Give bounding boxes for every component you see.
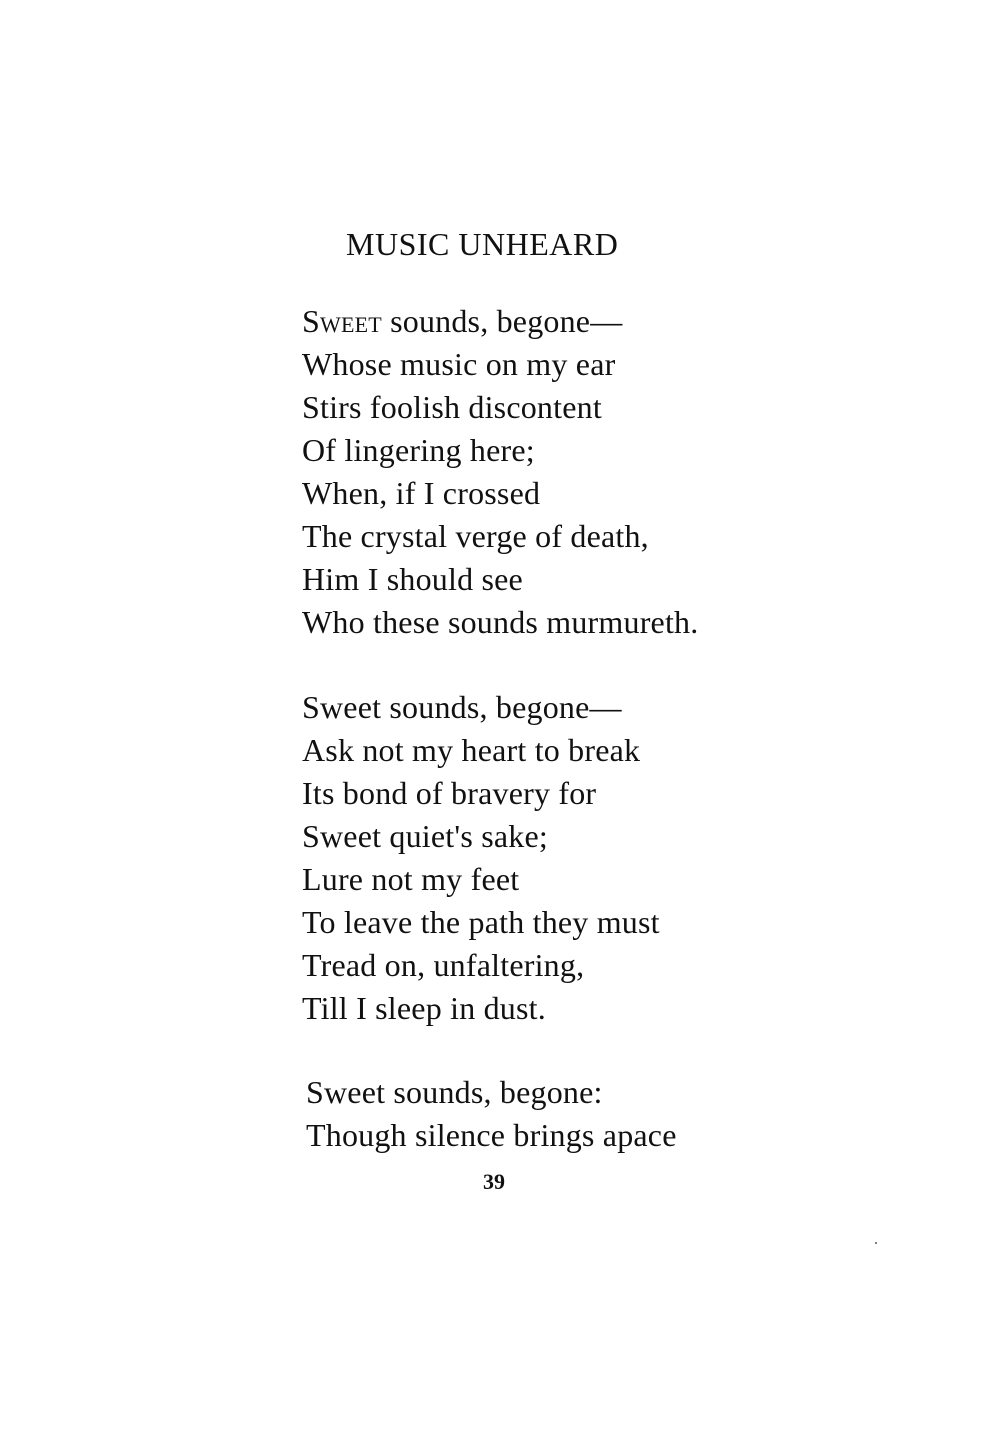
poem-line: Sweet sounds, begone— — [302, 689, 622, 725]
poem-line: Till I sleep in dust. — [302, 990, 546, 1026]
poem-line — [302, 300, 698, 343]
poem-title: MUSIC UNHEARD — [346, 226, 619, 262]
stanza-1 — [302, 300, 698, 644]
poem-line: Its bond of bravery for — [302, 775, 597, 811]
poem-line: Ask not my heart to break — [302, 732, 641, 768]
line-remainder: sounds, begone— — [381, 303, 623, 339]
stanza-2 — [302, 686, 660, 1030]
poem-line: To leave the path they must — [302, 904, 660, 940]
poem-line: Whose music on my ear — [302, 346, 616, 382]
poem-line: Sweet sounds, begone: — [306, 1074, 603, 1110]
poem-line: Him I should see — [302, 561, 523, 597]
page-number: 39 — [483, 1169, 505, 1194]
small-caps-first-word: Sweet — [302, 303, 382, 339]
poem-line: Stirs foolish discontent — [302, 389, 602, 425]
poem-line: Though silence brings apace — [306, 1117, 677, 1153]
scan-speck — [875, 1242, 877, 1244]
poem-line: Lure not my feet — [302, 861, 520, 897]
poem-line: Tread on, unfaltering, — [302, 947, 585, 983]
poem-line: Of lingering here; — [302, 432, 535, 468]
poem-line: Who these sounds murmureth. — [302, 604, 699, 640]
poem-line: When, if I crossed — [302, 475, 541, 511]
poem-line: Sweet quiet's sake; — [302, 818, 548, 854]
poem-line: The crystal verge of death, — [302, 518, 649, 554]
stanza-3 — [306, 1071, 677, 1157]
